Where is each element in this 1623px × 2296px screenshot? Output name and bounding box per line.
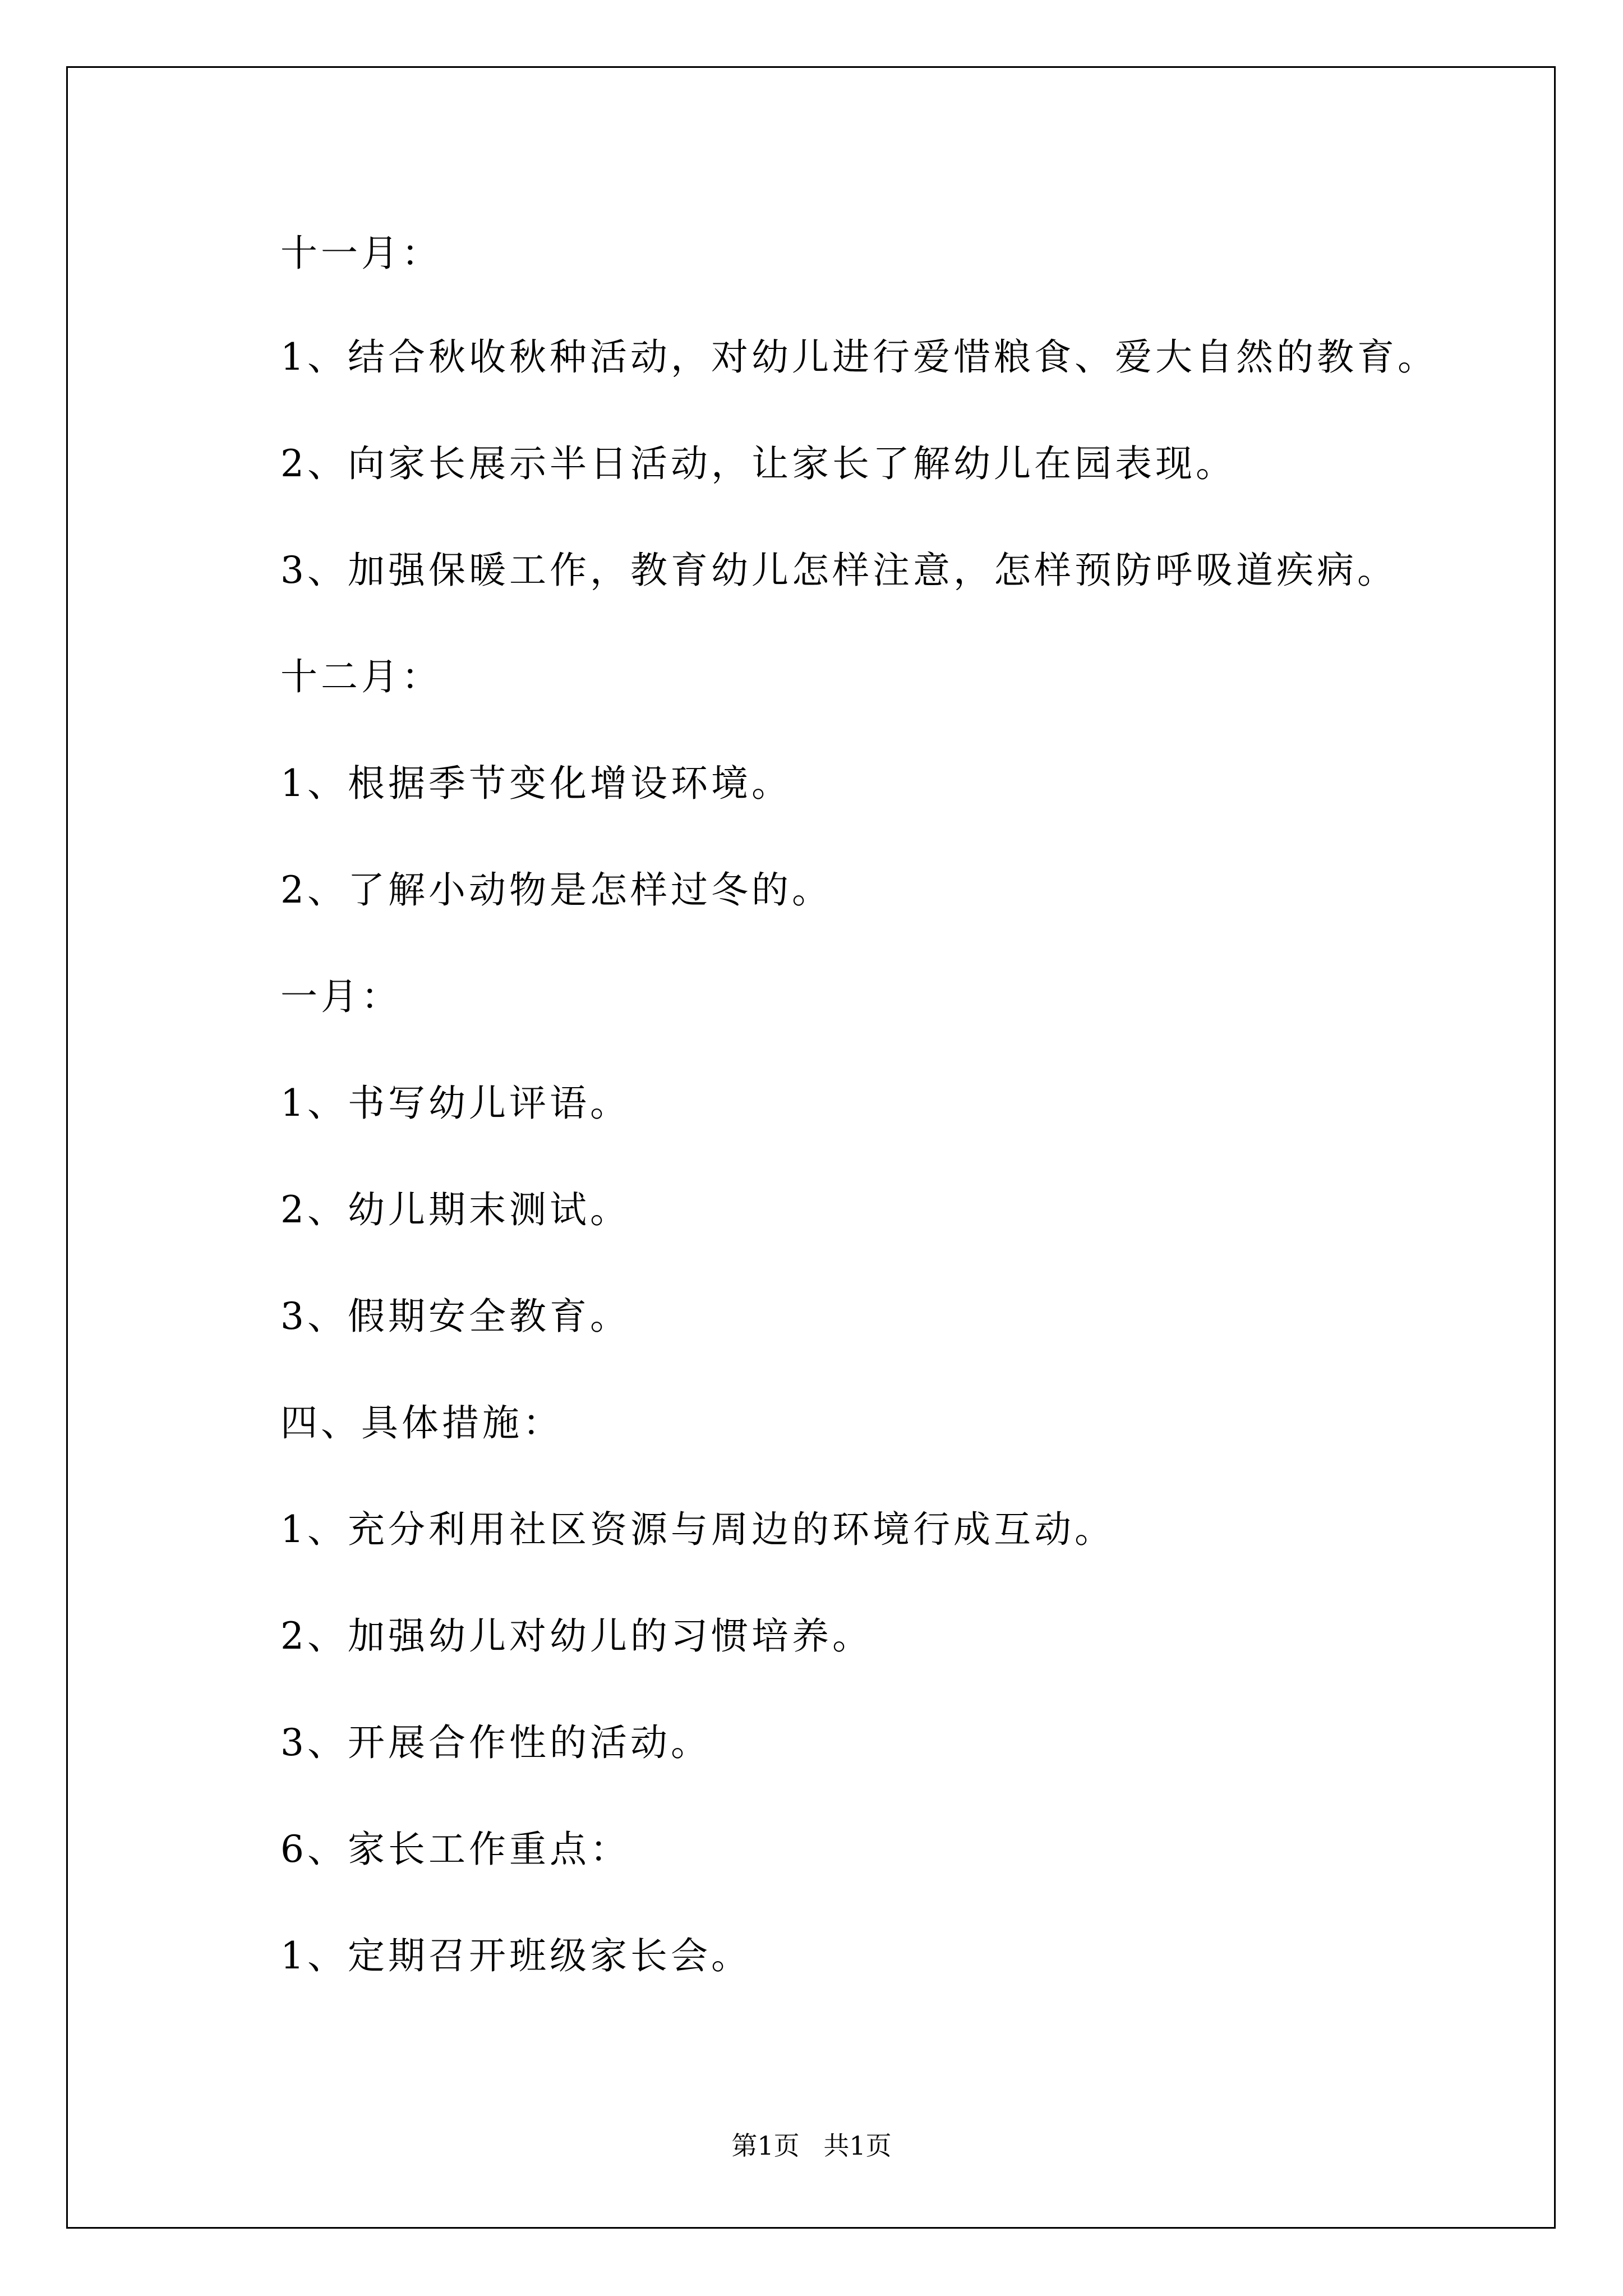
paragraph-line: 2、幼儿期末测试。 bbox=[280, 1188, 630, 1231]
paragraph-line: 2、向家长展示半日活动，让家长了解幼儿在园表现。 bbox=[280, 442, 1236, 485]
heading-november: 十一月： bbox=[280, 232, 442, 275]
paragraph-line: 1、根据季节变化增设环境。 bbox=[280, 762, 792, 805]
page-total: 共1页 bbox=[823, 2131, 892, 2161]
page-footer bbox=[0, 2129, 1623, 2162]
heading-december: 十二月： bbox=[280, 655, 442, 698]
paragraph-line: 3、加强保暖工作，教育幼儿怎样注意，怎样预防呼吸道疾病。 bbox=[280, 549, 1398, 592]
page-border bbox=[66, 66, 1556, 2229]
paragraph-line: 1、结合秋收秋种活动，对幼儿进行爱惜粮食、爱大自然的教育。 bbox=[280, 335, 1438, 379]
paragraph-line: 2、了解小动物是怎样过冬的。 bbox=[280, 868, 832, 912]
paragraph-line: 3、假期安全教育。 bbox=[280, 1295, 630, 1338]
paragraph-line: 3、开展合作性的活动。 bbox=[280, 1721, 711, 1764]
page-number: 第1页 bbox=[731, 2131, 800, 2161]
paragraph-line: 1、充分利用社区资源与周边的环境行成互动。 bbox=[280, 1508, 1115, 1551]
heading-measures: 四、具体措施： bbox=[280, 1401, 563, 1444]
heading-parent-work: 6、家长工作重点： bbox=[280, 1828, 630, 1871]
paragraph-line: 2、加强幼儿对幼儿的习惯培养。 bbox=[280, 1614, 873, 1658]
paragraph-line: 1、书写幼儿评语。 bbox=[280, 1082, 630, 1125]
heading-january: 一月： bbox=[280, 975, 402, 1018]
paragraph-line: 1、定期召开班级家长会。 bbox=[280, 1934, 751, 1977]
